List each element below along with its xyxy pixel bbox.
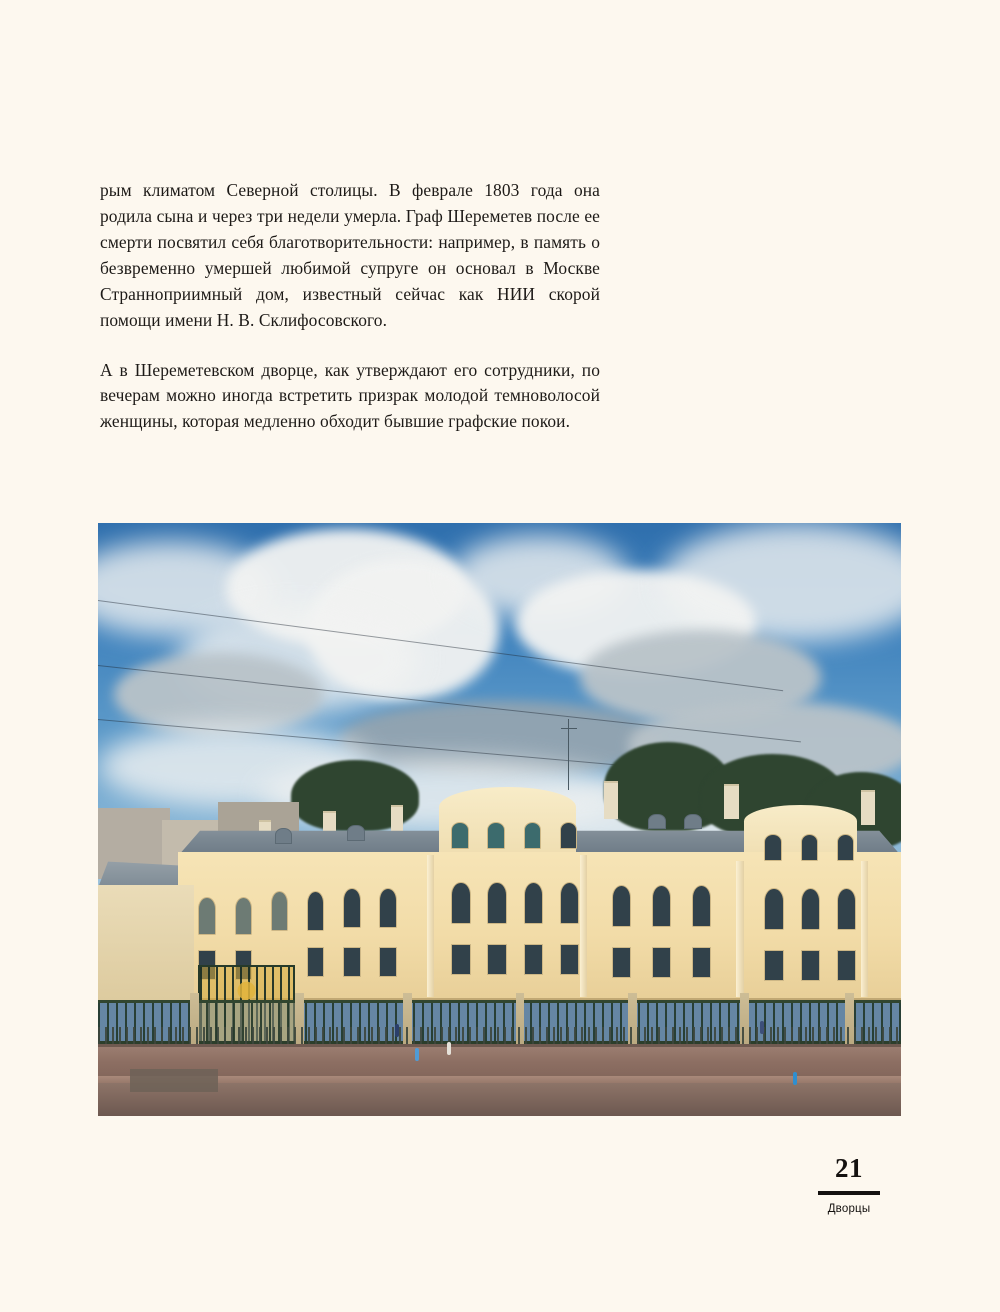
quay-lower-level xyxy=(98,1083,901,1116)
pedestrian xyxy=(793,1072,797,1085)
facade-window xyxy=(837,834,855,861)
pilaster xyxy=(580,855,587,997)
pedestrian xyxy=(415,1048,419,1061)
facade-window xyxy=(198,897,216,936)
facade-window xyxy=(764,834,782,861)
dormer-window xyxy=(648,814,666,829)
facade-window xyxy=(487,882,506,925)
facade-window xyxy=(560,822,578,849)
page-number: 21 xyxy=(835,1153,863,1183)
paragraph-2: А в Шереметевском дворце, как утверждают его сотрудники, по вечерам можно иногда встретить призрак молодой темноволосой женщины, которая медленно обходит бывшие графские покои. xyxy=(100,359,600,432)
facade-window xyxy=(837,950,856,981)
facade-window xyxy=(235,897,253,936)
facade-window xyxy=(379,888,397,928)
pedestrian xyxy=(447,1042,451,1055)
facade-window xyxy=(451,944,470,975)
facade-window xyxy=(692,885,711,928)
body-text xyxy=(100,178,600,435)
paragraph-1: рым климатом Северной столицы. В феврале 1803 года она родила сына и через три недели умерла. Граф Шереметев после ее смерти посвятил себя благотворительности: например, в память о безвременно умершей любимой супруге он основал в Москве Странноприимный дом, известный сейчас как НИИ скорой помощи имени Н. В. Склифосовского. xyxy=(100,180,600,330)
facade-window xyxy=(343,947,361,977)
facade-window xyxy=(451,822,469,849)
facade-window xyxy=(652,947,671,978)
chimney xyxy=(604,781,618,820)
chimney xyxy=(391,805,403,835)
facade-window xyxy=(524,822,542,849)
facade-window xyxy=(764,888,783,931)
dormer-window xyxy=(275,828,293,843)
chimney xyxy=(861,790,875,826)
footer-rule xyxy=(818,1191,880,1195)
dormer-window xyxy=(347,825,365,840)
facade-window xyxy=(764,950,783,981)
dormer-window xyxy=(684,814,702,829)
facade-window xyxy=(801,888,820,931)
pedestrian xyxy=(760,1021,764,1034)
palace-left-wing xyxy=(98,885,194,1001)
page-footer xyxy=(794,1155,904,1215)
granite-railing xyxy=(98,1027,901,1047)
facade-window xyxy=(487,944,506,975)
facade-window xyxy=(560,882,579,925)
facade-window xyxy=(487,822,505,849)
facade-window xyxy=(692,947,711,978)
antenna-mast xyxy=(568,719,569,790)
facade-window xyxy=(612,885,631,928)
facade-window xyxy=(307,947,325,977)
facade-window xyxy=(801,834,819,861)
facade-window xyxy=(271,891,289,931)
facade-window xyxy=(837,888,856,931)
chimney xyxy=(724,784,738,820)
moored-boat xyxy=(130,1069,218,1093)
facade-window xyxy=(343,888,361,928)
antenna-crossbar xyxy=(561,728,577,729)
pilaster xyxy=(861,861,868,997)
facade-window xyxy=(524,882,543,925)
pilaster xyxy=(736,861,743,997)
facade-window xyxy=(524,944,543,975)
palace-photograph xyxy=(98,523,901,1116)
pedestrian xyxy=(395,1024,399,1037)
facade-window xyxy=(560,944,579,975)
facade-window xyxy=(451,882,470,925)
facade-window xyxy=(801,950,820,981)
facade-window xyxy=(307,891,325,931)
photo-content xyxy=(98,523,901,1116)
facade-window xyxy=(652,885,671,928)
section-label: Дворцы xyxy=(827,1203,871,1215)
pilaster xyxy=(427,855,434,997)
facade-window xyxy=(379,947,397,977)
facade-window xyxy=(612,947,631,978)
